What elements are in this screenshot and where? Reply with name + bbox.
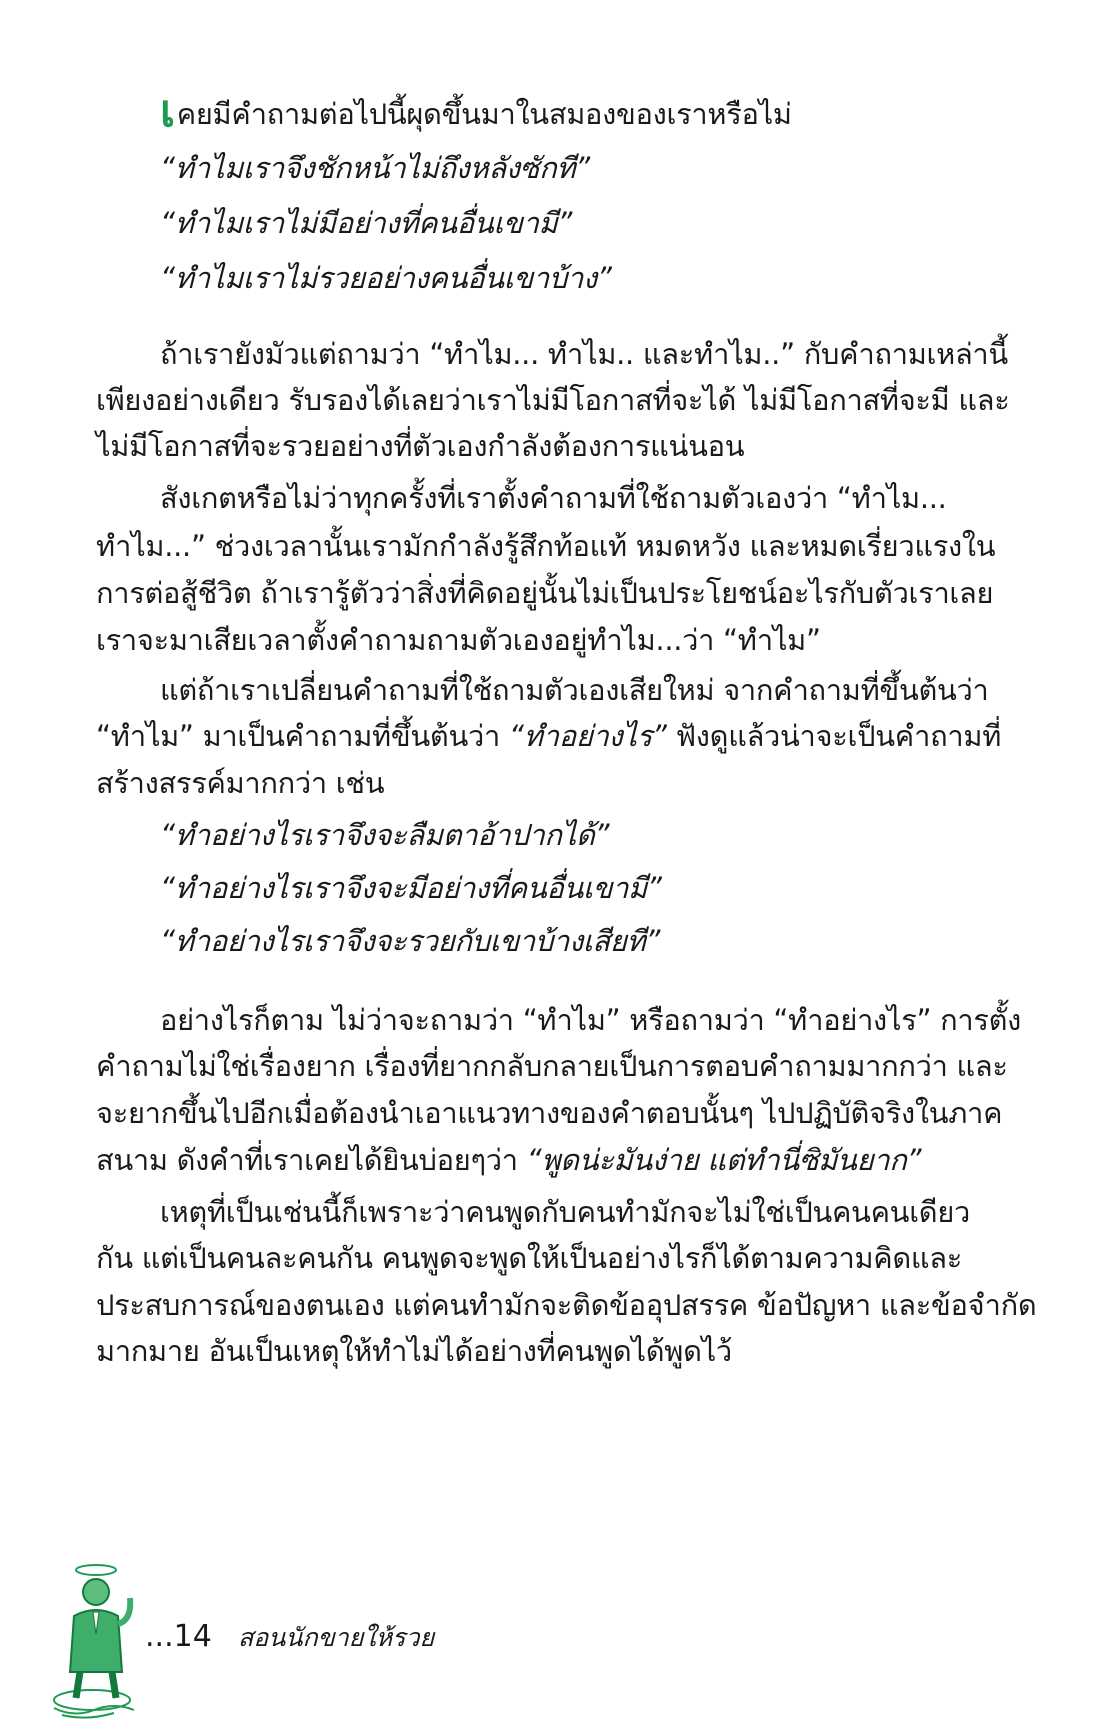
paragraph-line: สร้างสรรค์มากกว่า เช่น <box>96 766 385 800</box>
paragraph-line: ประสบการณ์ของตนเอง แต่คนทำมักจะติดข้ออุปสรรค ข้อปัญหา และข้อจำกัด <box>96 1288 1037 1322</box>
paragraph-line: จะยากขึ้นไปอีกเมื่อต้องนำเอาแนวทางของคำตอบนั้นๆ ไปปฏิบัติจริงในภาค <box>96 1096 1003 1130</box>
opening-line <box>160 86 792 137</box>
paragraph-line: ทำไม...” ช่วงเวลานั้นเรามักกำลังรู้สึกท้อแท้ หมดหวัง และหมดเรี่ยวแรงใน <box>96 529 996 563</box>
text-segment: สนาม ดังคำที่เราเคยได้ยินบ่อยๆว่า <box>96 1143 518 1177</box>
paragraph-line: แต่ถ้าเราเปลี่ยนคำถามที่ใช้ถามตัวเองเสียใหม่ จากคำถามที่ขึ้นต้นว่า <box>160 673 989 707</box>
page-number: ...14 <box>145 1619 212 1654</box>
paragraph-line: เพียงอย่างเดียว รับรองได้เลยว่าเราไม่มีโอกาสที่จะได้ ไม่มีโอกาสที่จะมี และ <box>96 383 1010 417</box>
paragraph-line: กัน แต่เป็นคนละคนกัน คนพูดจะพูดให้เป็นอย่างไรก็ได้ตามความคิดและ <box>96 1241 963 1275</box>
paragraph-line-mixed <box>96 1140 921 1180</box>
paragraph-line: อย่างไรก็ตาม ไม่ว่าจะถามว่า “ทำไม” หรือถามว่า “ทำอย่างไร” การตั้ง <box>160 1003 1022 1037</box>
drop-cap: เ <box>160 86 175 137</box>
text-segment: ฟังดูแล้วน่าจะเป็นคำถามที่ <box>675 719 1002 753</box>
paragraph-line: ไม่มีโอกาสที่จะรวยอย่างที่ตัวเองกำลังต้องการแน่นอน <box>96 429 745 463</box>
paragraph-line-mixed <box>96 716 1001 756</box>
paragraph-line: สังเกตหรือไม่ว่าทุกครั้งที่เราตั้งคำถามที่ใช้ถามตัวเองว่า “ทำไม... <box>160 481 947 515</box>
how-question: “ทำอย่างไรเราจึงจะรวยกับเขาบ้างเสียที” <box>160 924 661 958</box>
emphasis-segment: “ทำอย่างไร” <box>508 719 667 753</box>
paragraph-line: เราจะมาเสียเวลาตั้งคำถามถามตัวเองอยู่ทำไม...ว่า “ทำไม” <box>96 623 821 657</box>
paragraph-line: การต่อสู้ชีวิต ถ้าเรารู้ตัวว่าสิ่งที่คิดอยู่นั้นไม่เป็นประโยชน์อะไรกับตัวเราเลย <box>96 576 994 610</box>
quote-segment: “พูดน่ะมันง่าย แต่ทำนี่ซิมันยาก” <box>526 1143 922 1177</box>
opening-text: คยมีคำถามต่อไปนี้ผุดขึ้นมาในสมองของเราหรือไม่ <box>176 97 792 131</box>
paragraph-line: เหตุที่เป็นเช่นนี้ก็เพราะว่าคนพูดกับคนทำมักจะไม่ใช่เป็นคนคนเดียว <box>160 1195 971 1229</box>
paragraph-line: ถ้าเรายังมัวแต่ถามว่า “ทำไม... ทำไม.. และทำไม..” กับคำถามเหล่านี้ <box>160 337 1008 371</box>
book-title: สอนนักขายให้รวย <box>238 1623 435 1652</box>
how-question: “ทำอย่างไรเราจึงจะมีอย่างที่คนอื่นเขามี” <box>160 871 662 905</box>
how-question: “ทำอย่างไรเราจึงจะลืมตาอ้าปากได้” <box>160 818 610 852</box>
why-question: “ทำไมเราไม่มีอย่างที่คนอื่นเขามี” <box>160 206 573 240</box>
why-question: “ทำไมเราไม่รวยอย่างคนอื่นเขาบ้าง” <box>160 261 612 295</box>
salesman-mascot-icon <box>44 1560 144 1720</box>
paragraph-line: มากมาย อันเป็นเหตุให้ทำไม่ได้อย่างที่คนพูดได้พูดไว้ <box>96 1334 732 1368</box>
why-question: “ทำไมเราจึงชักหน้าไม่ถึงหลังซักที” <box>160 151 590 185</box>
text-segment: “ทำไม” มาเป็นคำถามที่ขึ้นต้นว่า <box>96 719 500 753</box>
paragraph-line: คำถามไม่ใช่เรื่องยาก เรื่องที่ยากกลับกลายเป็นการตอบคำถามมากกว่า และ <box>96 1049 1008 1083</box>
